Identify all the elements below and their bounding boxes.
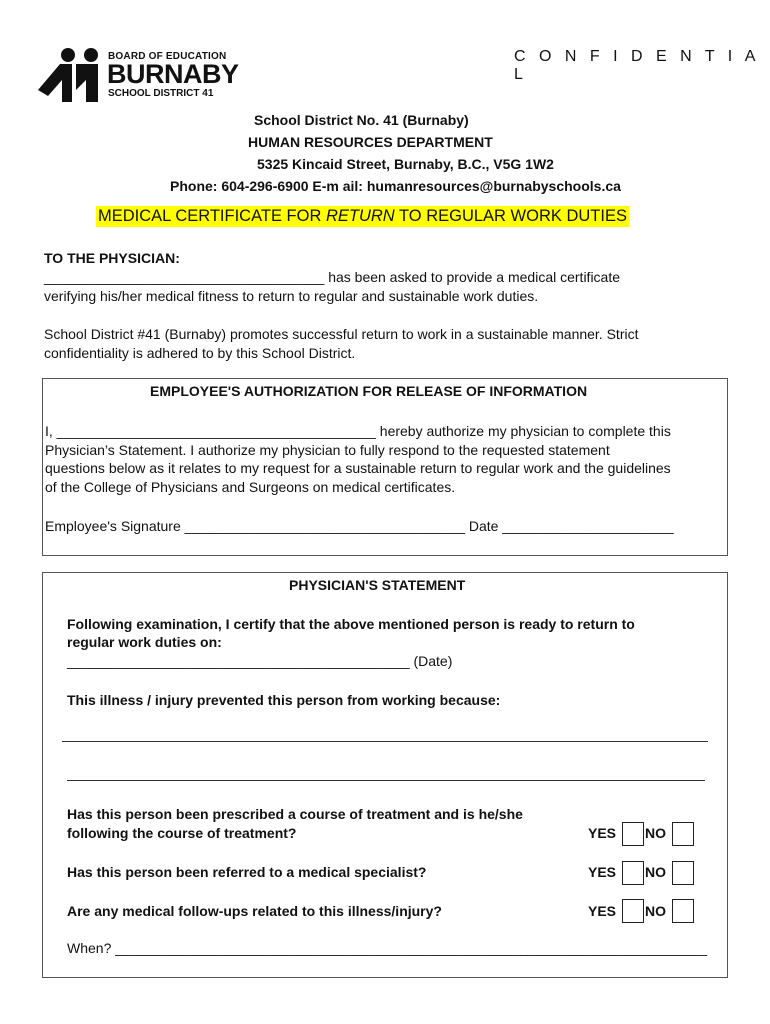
title-part2: RETURN: [325, 207, 395, 225]
return-date-field[interactable]: ____________________________________________ (Date): [67, 653, 453, 669]
specialist-question: Has this person been referred to a medical specialist?: [67, 864, 427, 880]
followup-question: Are any medical follow-ups related to this illness/injury?: [67, 903, 442, 919]
header-address: 5325 Kincaid Street, Burnaby, B.C., V5G 1W2: [257, 156, 554, 172]
specialist-no-label: NO: [645, 864, 666, 880]
when-field[interactable]: When? ____________________________________________________________________________: [67, 940, 707, 956]
authorization-line-1[interactable]: I, _________________________________________ hereby authorize my physician to complete this: [45, 423, 671, 439]
specialist-no-checkbox[interactable]: [672, 861, 694, 885]
followup-no-checkbox[interactable]: [672, 899, 694, 923]
certify-line-2: regular work duties on:: [67, 634, 222, 650]
treatment-question-line-2: following the course of treatment?: [67, 825, 297, 841]
logo-line-district: SCHOOL DISTRICT 41: [108, 88, 214, 99]
certify-line-1: Following examination, I certify that the above mentioned person is ready to return to: [67, 616, 635, 632]
logo-line-board: BOARD OF EDUCATION: [108, 51, 227, 62]
treatment-no-checkbox[interactable]: [672, 822, 694, 846]
logo-line-burnaby: BURNABY: [107, 59, 239, 89]
followup-yes-checkbox[interactable]: [622, 899, 644, 923]
header-department: HUMAN RESOURCES DEPARTMENT: [248, 134, 493, 150]
reason-blank-line-2[interactable]: [67, 780, 705, 781]
intro-line-2: verifying his/her medical fitness to return to regular and sustainable work duties.: [44, 288, 539, 304]
document-title: [96, 206, 629, 227]
intro-para2-line-2: confidentiality is adhered to by this School District.: [44, 345, 356, 361]
title-part1: MEDICAL CERTIFICATE FOR: [98, 207, 326, 225]
authorization-line-4: of the College of Physicians and Surgeons on medical certificates.: [45, 479, 456, 495]
illness-question: This illness / injury prevented this person from working because:: [67, 692, 501, 708]
authorization-heading: EMPLOYEE'S AUTHORIZATION FOR RELEASE OF INFORMATION: [150, 383, 588, 399]
followup-no-label: NO: [645, 903, 666, 919]
specialist-yes-checkbox[interactable]: [622, 861, 644, 885]
intro-line-1: ____________________________________ has been asked to provide a medical certificate: [44, 269, 621, 285]
treatment-question-line-1: Has this person been prescribed a course of treatment and is he/she: [67, 806, 523, 822]
title-part3: TO REGULAR WORK DUTIES: [394, 207, 627, 225]
treatment-yes-checkbox[interactable]: [622, 822, 644, 846]
figures-logo-icon: [36, 46, 108, 102]
school-district-logo: [36, 46, 239, 102]
confidential-label: C O N F I D E N T I A L: [514, 48, 760, 83]
authorization-line-2: Physician’s Statement. I authorize my physician to fully respond to the requested statement: [45, 442, 610, 458]
specialist-yes-label: YES: [588, 864, 617, 880]
treatment-yes-label: YES: [588, 825, 617, 841]
physician-heading: PHYSICIAN'S STATEMENT: [289, 577, 466, 593]
reason-blank-line-1[interactable]: [62, 741, 708, 742]
to-physician-heading: TO THE PHYSICIAN:: [44, 250, 180, 266]
treatment-no-label: NO: [645, 825, 666, 841]
intro-para2-line-1: School District #41 (Burnaby) promotes successful return to work in a sustainable manner. Strict: [44, 326, 639, 342]
followup-yes-label: YES: [588, 903, 617, 919]
employee-signature-field[interactable]: Employee's Signature ____________________________________ Date ______________________: [45, 518, 674, 534]
header-contact: Phone: 604-296-6900 E-m ail: humanresources@burnabyschools.ca: [170, 178, 621, 194]
header-district: School District No. 41 (Burnaby): [254, 112, 469, 128]
authorization-line-3: questions below as it relates to my request for a sustainable return to regular work and the guidelines: [45, 460, 671, 476]
